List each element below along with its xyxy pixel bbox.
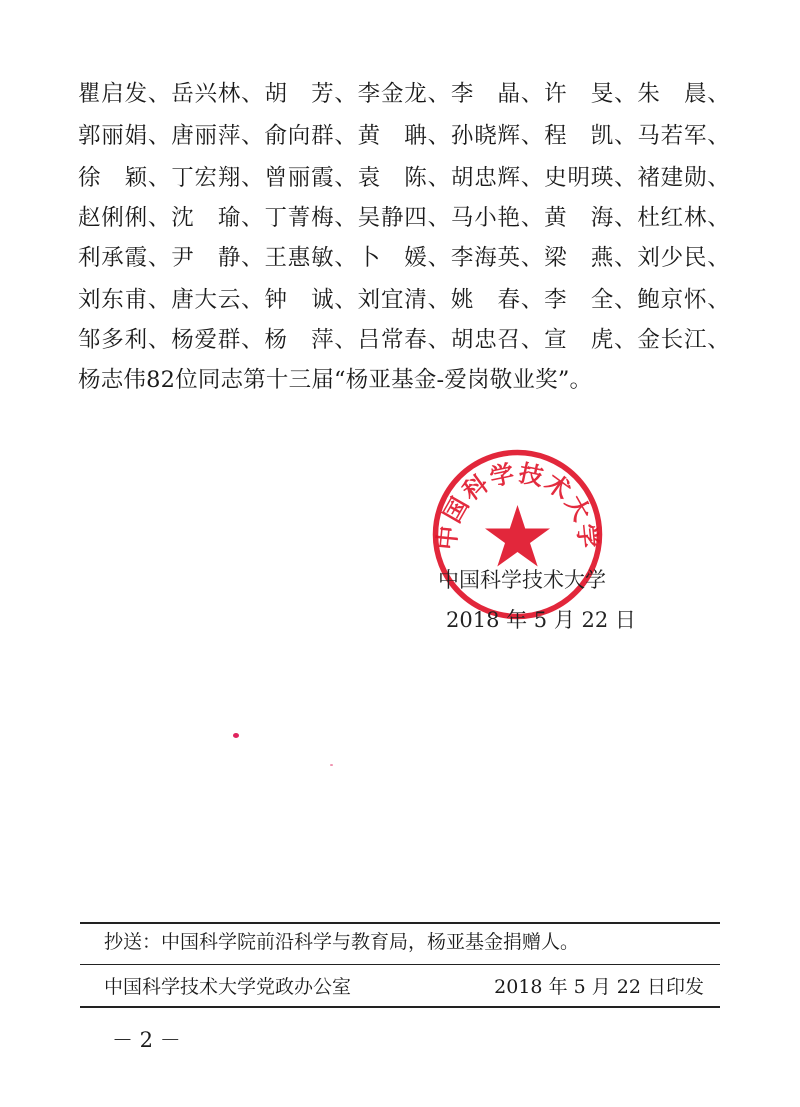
body-line: 邹多利、杨爱群、杨 萍、吕常春、胡忠召、宣 虎、金长江、 xyxy=(78,327,730,353)
seal-text: 中国科学技术大学 xyxy=(432,458,603,552)
footer-bottom-rule xyxy=(80,1006,720,1008)
issuing-office: 中国科学技术大学党政办公室 xyxy=(104,976,352,998)
footer-top-rule xyxy=(80,922,720,924)
body-line: 瞿启发、岳兴林、胡 芳、李金龙、李 晶、许 旻、朱 晨、 xyxy=(78,81,730,107)
body-line: 利承霞、尹 静、王惠敏、卜 媛、李海英、梁 燕、刘少民、 xyxy=(78,245,730,271)
cc-recipients: 抄送：中国科学院前沿科学与教育局，杨亚基金捐赠人。 xyxy=(104,931,580,953)
body-line-final: 杨志伟82位同志第十三届“杨亚基金-爱岗敬业奖”。 xyxy=(78,367,593,393)
body-line: 赵俐俐、沈 瑜、丁菁梅、吴静四、马小艳、黄 海、杜红林、 xyxy=(78,205,730,231)
signature-date: 2018 年 5 月 22 日 xyxy=(446,608,636,632)
issue-date: 2018 年 5 月 22 日印发 xyxy=(494,976,704,998)
body-line: 郭丽娟、唐丽萍、俞向群、黄 聃、孙晓辉、程 凯、马若军、 xyxy=(78,123,730,149)
body-line: 徐 颖、丁宏翔、曾丽霞、袁 陈、胡忠辉、史明瑛、褚建勋、 xyxy=(78,165,730,191)
ink-speck xyxy=(233,733,239,738)
footer-middle-rule xyxy=(80,964,720,965)
body-line: 刘东甫、唐大云、钟 诚、刘宜清、姚 春、李 全、鲍京怀、 xyxy=(78,287,730,313)
star-icon xyxy=(485,505,550,567)
ink-speck xyxy=(330,764,333,766)
signature-organization: 中国科学技术大学 xyxy=(438,568,606,592)
page-number: － 2 － xyxy=(112,1028,181,1052)
official-seal xyxy=(430,447,605,622)
